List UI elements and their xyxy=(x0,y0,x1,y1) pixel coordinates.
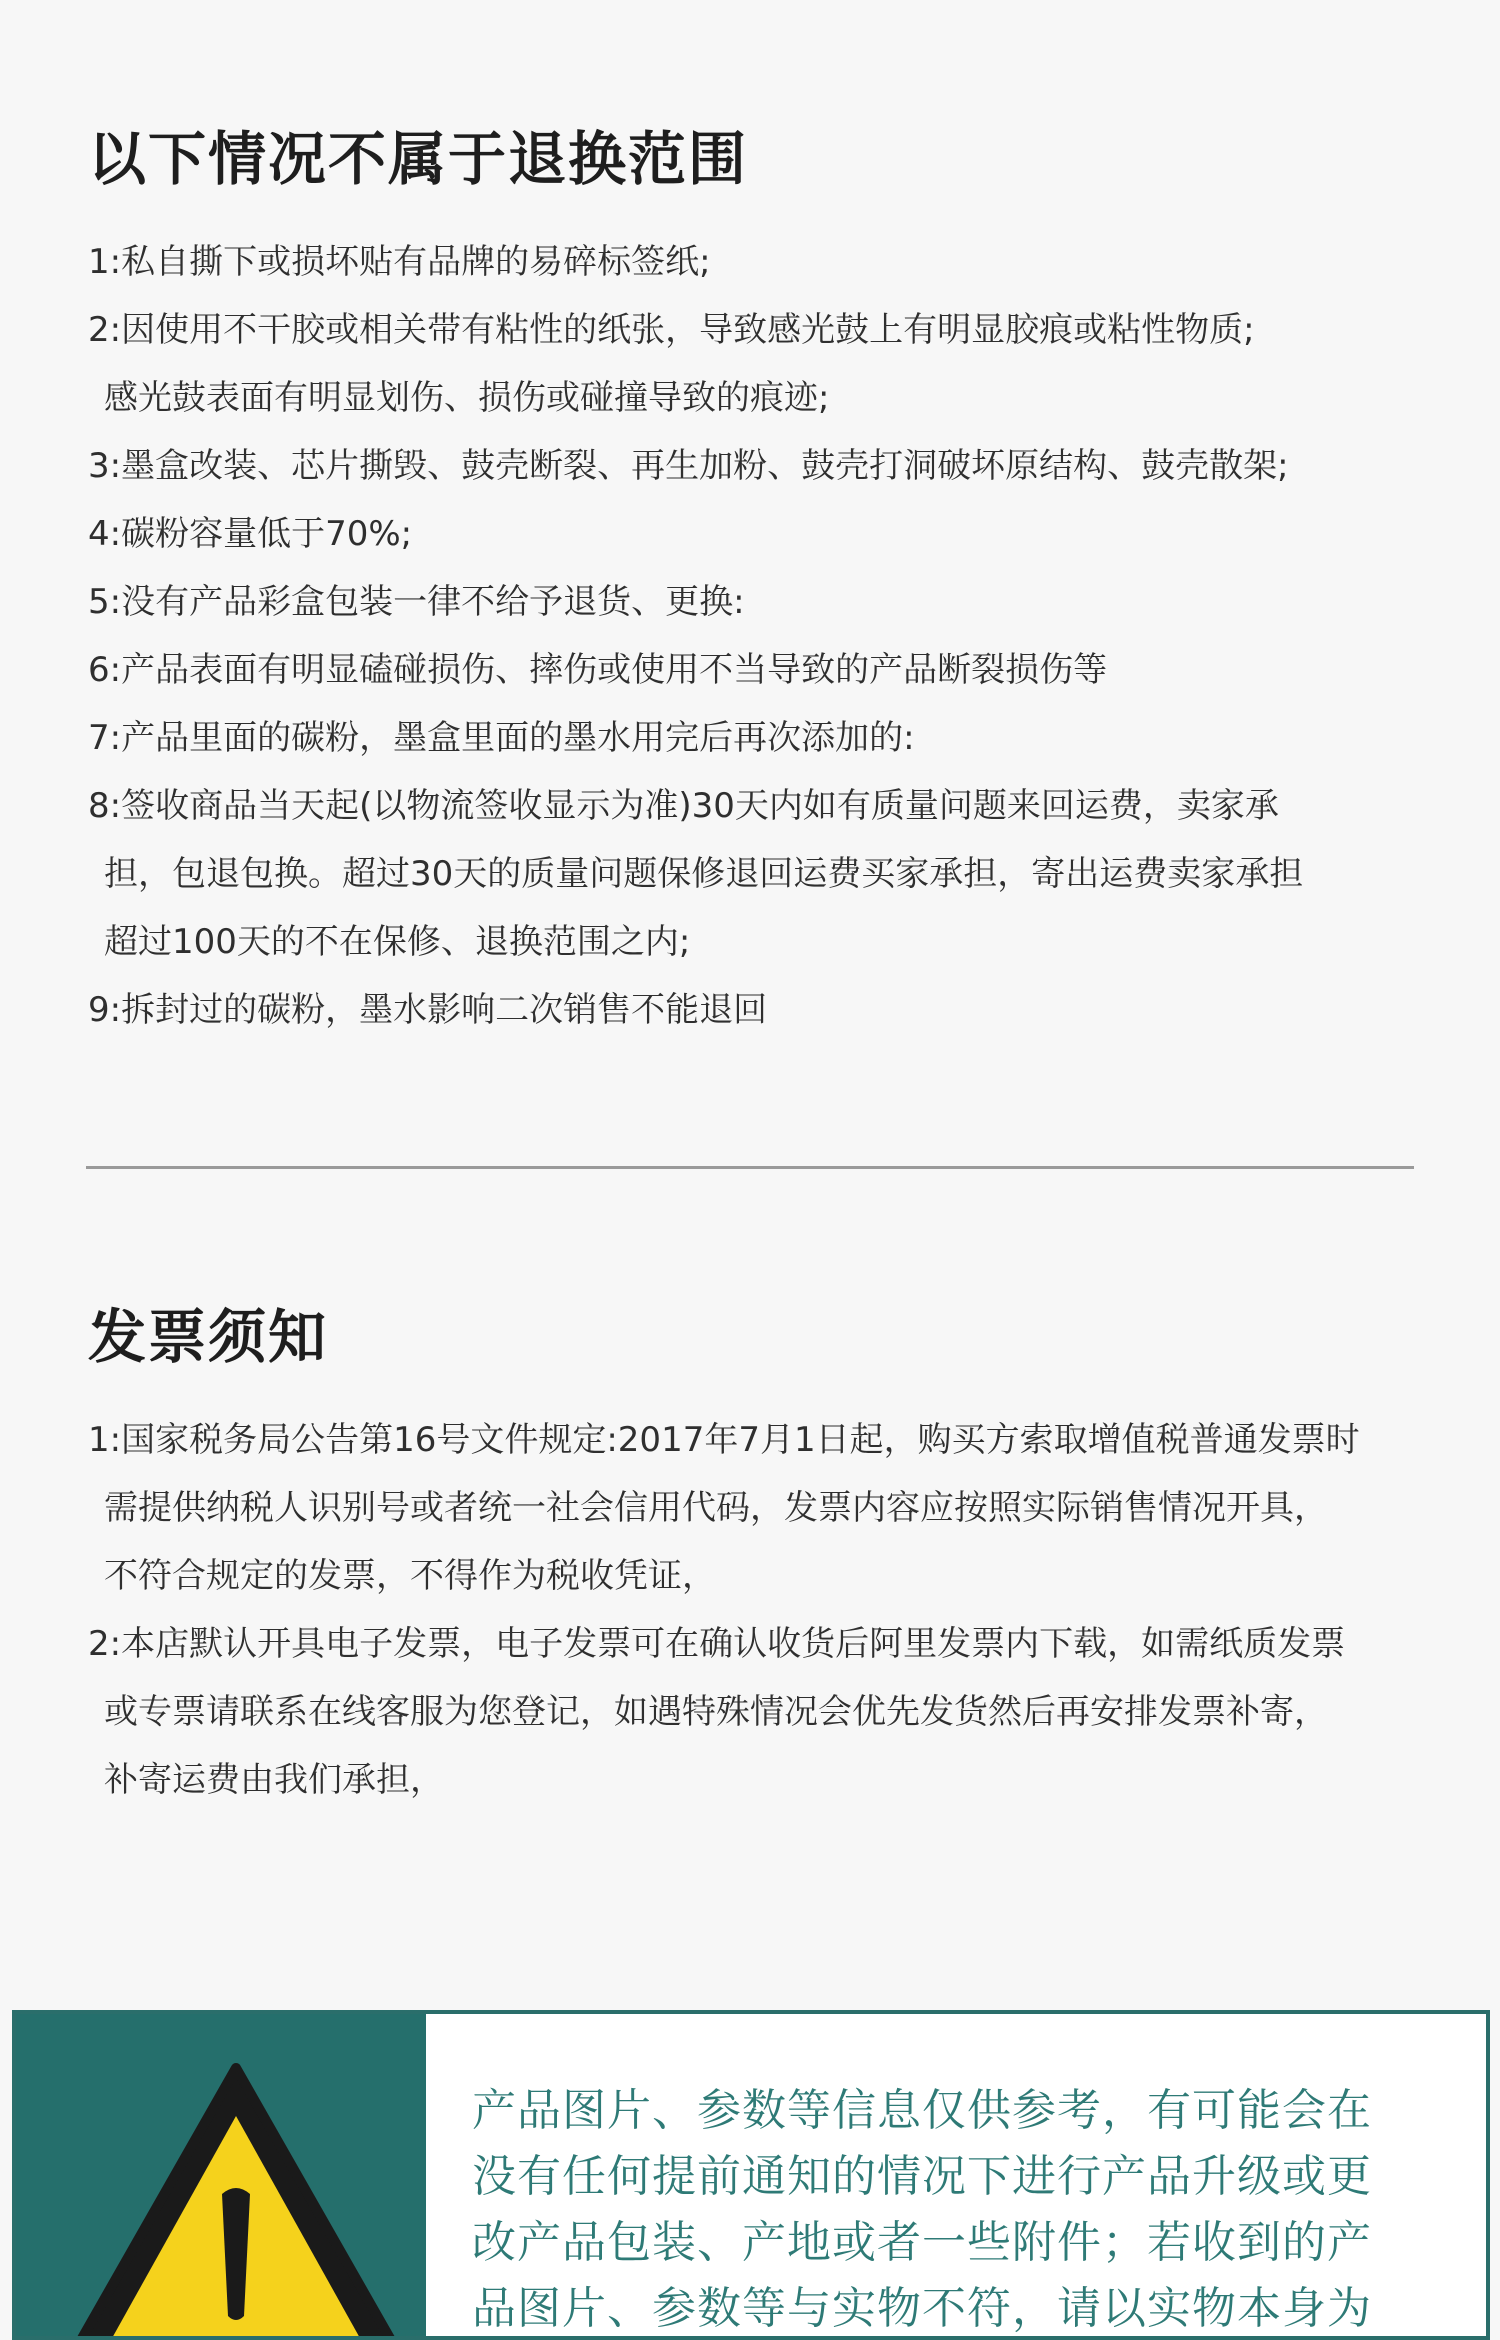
disclaimer-line: 改产品包装、产地或者一些附件；若收到的产 xyxy=(472,2217,1372,2268)
item-line-continued: 需提供纳税人识别号或者统一社会信用代码，发票内容应按照实际销售情况开具， xyxy=(104,1488,1328,1528)
list-item xyxy=(88,1406,1460,1610)
list-item xyxy=(88,568,1460,636)
item-line-continued: 或专票请联系在线客服为您登记，如遇特殊情况会优先发货然后再安排发票补寄， xyxy=(104,1692,1328,1732)
item-line: 8:签收商品当天起(以物流签收显示为准)30天内如有质量问题来回运费，卖家承 xyxy=(88,786,1279,826)
returns-list xyxy=(88,228,1460,1044)
disclaimer-line: 品图片、参数等与实物不符，请以实物本身为 xyxy=(472,2283,1372,2334)
disclaimer-line: 产品图片、参数等信息仅供参考，有可能会在 xyxy=(472,2085,1372,2136)
item-line: 7:产品里面的碳粉，墨盒里面的墨水用完后再次添加的: xyxy=(88,718,915,758)
item-line-continued: 补寄运费由我们承担， xyxy=(104,1760,444,1800)
list-item xyxy=(88,432,1460,500)
item-line: 1:私自撕下或损坏贴有品牌的易碎标签纸; xyxy=(88,242,711,282)
list-item xyxy=(88,772,1460,976)
disclaimer-text xyxy=(472,2078,1472,2340)
item-line-continued: 不符合规定的发票，不得作为税收凭证， xyxy=(104,1556,716,1596)
list-item xyxy=(88,500,1460,568)
item-line: 1:国家税务局公告第16号文件规定:2017年7月1日起，购买方索取增值税普通发票时 xyxy=(88,1420,1360,1460)
disclaimer-icon-panel xyxy=(16,2014,426,2336)
list-item xyxy=(88,704,1460,772)
list-item xyxy=(88,1610,1460,1814)
disclaimer-line: 没有任何提前通知的情况下进行产品升级或更 xyxy=(472,2151,1372,2202)
item-line-continued: 感光鼓表面有明显划伤、损伤或碰撞导致的痕迹; xyxy=(104,378,830,418)
item-line: 3:墨盒改装、芯片撕毁、鼓壳断裂、再生加粉、鼓壳打洞破坏原结构、鼓壳散架; xyxy=(88,446,1289,486)
item-line: 9:拆封过的碳粉，墨水影响二次销售不能退回 xyxy=(88,990,768,1030)
invoice-section-title: 发票须知 xyxy=(88,1303,329,1371)
item-line: 2:因使用不干胶或相关带有粘性的纸张，导致感光鼓上有明显胶痕或粘性物质; xyxy=(88,310,1255,350)
list-item xyxy=(88,228,1460,296)
item-line: 6:产品表面有明显磕碰损伤、摔伤或使用不当导致的产品断裂损伤等 xyxy=(88,650,1108,690)
disclaimer-box xyxy=(12,2010,1490,2340)
item-line-continued: 超过100天的不在保修、退换范围之内; xyxy=(104,922,691,962)
item-line: 5:没有产品彩盒包装一律不给予退货、更换: xyxy=(88,582,745,622)
item-line: 4:碳粉容量低于70%; xyxy=(88,514,413,554)
returns-section-title: 以下情况不属于退换范围 xyxy=(88,125,749,193)
invoice-list xyxy=(88,1406,1460,1814)
item-line: 2:本店默认开具电子发票，电子发票可在确认收货后阿里发票内下载，如需纸质发票 xyxy=(88,1624,1346,1664)
list-item xyxy=(88,296,1460,432)
warning-icon xyxy=(46,2054,426,2340)
item-line-continued: 担，包退包换。超过30天的质量问题保修退回运费买家承担，寄出运费卖家承担 xyxy=(104,854,1304,894)
list-item xyxy=(88,976,1460,1044)
section-divider xyxy=(86,1166,1414,1169)
list-item xyxy=(88,636,1460,704)
